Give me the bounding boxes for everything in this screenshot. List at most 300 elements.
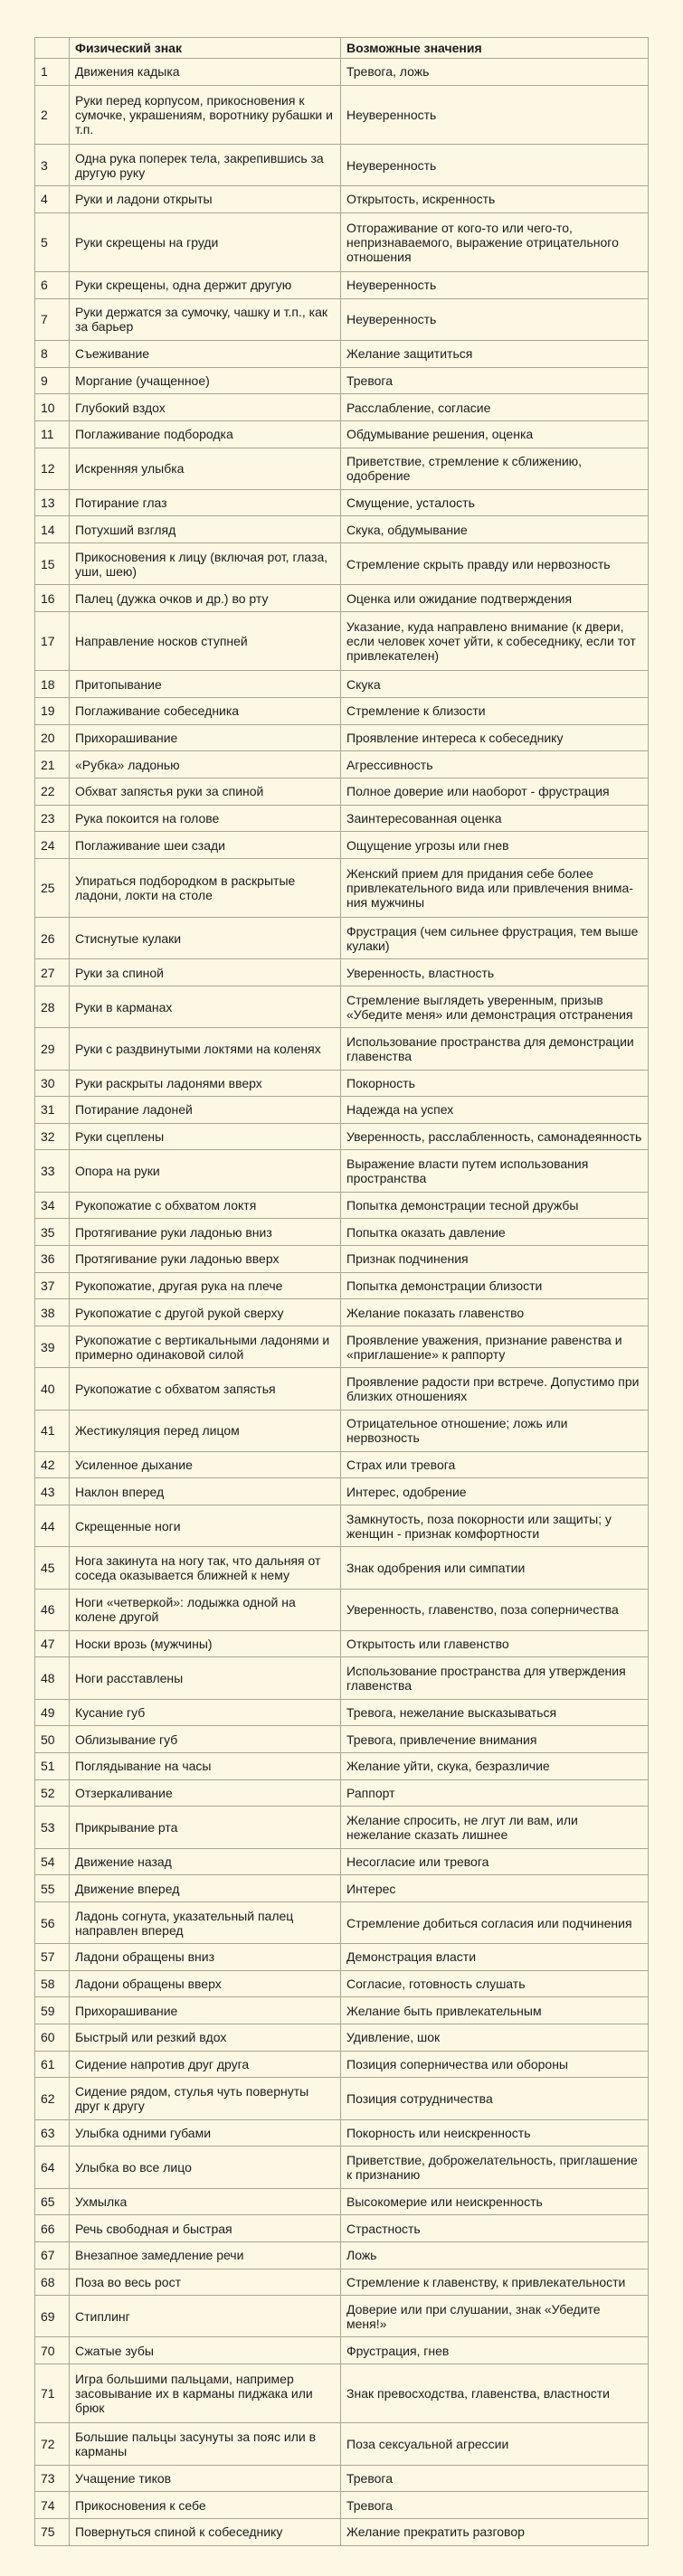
possible-meaning: Интерес [341, 1875, 649, 1902]
row-number: 42 [35, 1451, 70, 1478]
table-row [35, 1097, 649, 1124]
physical-sign: Одна рука поперек тела, закрепившись за другую руку [70, 144, 341, 185]
possible-meaning: Страх или тревога [341, 1451, 649, 1478]
possible-meaning: Тревога [341, 2465, 649, 2492]
table-row [35, 448, 649, 489]
row-number: 25 [35, 858, 70, 917]
possible-meaning: Проявление радости при встрече. Допустимо при близких отношениях [341, 1368, 649, 1410]
possible-meaning: Использование пространства для утверждения главенства [341, 1657, 649, 1699]
table-row [35, 1944, 649, 1971]
table-row [35, 420, 649, 448]
table-row [35, 543, 649, 585]
table-row [35, 724, 649, 751]
row-number: 27 [35, 959, 70, 986]
physical-sign: Стиплинг [70, 2296, 341, 2337]
table-row [35, 2119, 649, 2147]
physical-sign: Нога закинута на ногу так, что дальняя от соседа оказывается ближней к нему [70, 1547, 341, 1589]
physical-sign: Прихорашивание [70, 724, 341, 751]
physical-sign: Глубокий вздох [70, 394, 341, 421]
row-number: 70 [35, 2337, 70, 2364]
physical-sign: Рукопожатие с другой рукой сверху [70, 1299, 341, 1326]
physical-sign: Движение вперед [70, 1875, 341, 1902]
row-number: 65 [35, 2188, 70, 2215]
row-number: 6 [35, 272, 70, 299]
table-row [35, 2337, 649, 2364]
possible-meaning: Попытка демонстрации близости [341, 1272, 649, 1299]
possible-meaning: Желание быть привлекательным [341, 1997, 649, 2024]
table-row [35, 1726, 649, 1753]
row-number: 17 [35, 612, 70, 671]
physical-sign: Кусание губ [70, 1699, 341, 1726]
possible-meaning: Смущение, усталость [341, 489, 649, 516]
possible-meaning: Демонстрация власти [341, 1944, 649, 1971]
row-number: 46 [35, 1589, 70, 1630]
physical-sign: Протягивание руки ладонью вниз [70, 1219, 341, 1246]
table-row [35, 2078, 649, 2119]
row-number: 73 [35, 2465, 70, 2492]
row-number: 68 [35, 2269, 70, 2296]
table-row [35, 1699, 649, 1726]
row-number: 32 [35, 1123, 70, 1150]
row-number: 22 [35, 778, 70, 805]
possible-meaning: Скука, обдумывание [341, 516, 649, 543]
table-row [35, 2215, 649, 2242]
header-number [35, 38, 70, 59]
table-row [35, 1192, 649, 1219]
possible-meaning: Скука [341, 671, 649, 698]
physical-sign: Повернуться спиной к собеседнику [70, 2518, 341, 2545]
table-body [35, 59, 649, 2546]
possible-meaning: Стремление к главенству, к привлекательности [341, 2269, 649, 2296]
physical-sign: Руки скрещены на груди [70, 212, 341, 271]
possible-meaning: Отгораживание от кого-то или чего-то, непризнаваемого, выражение отрицательного отношения [341, 212, 649, 271]
row-number: 75 [35, 2518, 70, 2545]
possible-meaning: Ложь [341, 2241, 649, 2269]
physical-sign: Искренняя улыбка [70, 448, 341, 489]
possible-meaning: Уверенность, властность [341, 959, 649, 986]
physical-sign: Руки за спиной [70, 959, 341, 986]
physical-sign: Руки и ладони открыты [70, 186, 341, 213]
possible-meaning: Согласие, готовность слушать [341, 1970, 649, 1997]
table-row [35, 1875, 649, 1902]
table-row [35, 272, 649, 299]
physical-sign: Наклон вперед [70, 1478, 341, 1505]
row-number: 18 [35, 671, 70, 698]
physical-sign: Стиснутые кулаки [70, 918, 341, 959]
possible-meaning: Надежда на успех [341, 1097, 649, 1124]
row-number: 37 [35, 1272, 70, 1299]
table-row [35, 1123, 649, 1150]
physical-sign: Ладони обращены вниз [70, 1944, 341, 1971]
table-row [35, 144, 649, 185]
possible-meaning: Попытка демонстрации тесной дружбы [341, 1192, 649, 1219]
table-row [35, 612, 649, 671]
row-number: 62 [35, 2078, 70, 2119]
possible-meaning: Желание защититься [341, 340, 649, 367]
possible-meaning: Стремление к близости [341, 697, 649, 724]
table-row [35, 2492, 649, 2519]
row-number: 3 [35, 144, 70, 185]
table-row [35, 1657, 649, 1699]
row-number: 36 [35, 1246, 70, 1273]
row-number: 5 [35, 212, 70, 271]
row-number: 52 [35, 1779, 70, 1807]
possible-meaning: Проявление интереса к собеседнику [341, 724, 649, 751]
row-number: 39 [35, 1326, 70, 1368]
possible-meaning: Приветствие, стремление к сближению, одобрение [341, 448, 649, 489]
possible-meaning: Стремление добиться согласия или подчинения [341, 1901, 649, 1943]
table-row [35, 959, 649, 986]
row-number: 43 [35, 1478, 70, 1505]
table-row [35, 858, 649, 917]
row-number: 56 [35, 1901, 70, 1943]
possible-meaning: Интерес, одобрение [341, 1478, 649, 1505]
row-number: 20 [35, 724, 70, 751]
physical-sign: Поглядывание на часы [70, 1753, 341, 1780]
possible-meaning: Неуверенность [341, 85, 649, 144]
possible-meaning: Поза сексуальной агрессии [341, 2423, 649, 2465]
table-row [35, 1028, 649, 1070]
row-number: 54 [35, 1848, 70, 1875]
physical-sign: Игра большими пальцами, например засовывание их в карманы пиджака или брюк [70, 2364, 341, 2423]
physical-sign: Потирание глаз [70, 489, 341, 516]
physical-sign: Руки раскрыты ладонями вверх [70, 1070, 341, 1097]
possible-meaning: Тревога [341, 2492, 649, 2519]
possible-meaning: Заинтересованная оценка [341, 805, 649, 832]
physical-sign: Быстрый или резкий вдох [70, 2024, 341, 2052]
possible-meaning: Женский прием для придания себе более привлекательного вида или привлечения внима-ния мужчины [341, 858, 649, 917]
row-number: 16 [35, 585, 70, 612]
row-number: 10 [35, 394, 70, 421]
row-number: 63 [35, 2119, 70, 2147]
row-number: 23 [35, 805, 70, 832]
table-row [35, 85, 649, 144]
row-number: 51 [35, 1753, 70, 1780]
possible-meaning: Замкнутость, поза покорности или защиты; у женщин - признак комфортности [341, 1505, 649, 1547]
row-number: 53 [35, 1807, 70, 1848]
possible-meaning: Стремление скрыть правду или нервозность [341, 543, 649, 585]
row-number: 24 [35, 832, 70, 859]
possible-meaning: Указание, куда направлено внимание (к двери, если человек хочет уйти, к собеседнику, если тот привлекателен) [341, 612, 649, 671]
table-row [35, 2269, 649, 2296]
physical-sign: Рукопожатие, другая рука на плече [70, 1272, 341, 1299]
table-row [35, 1246, 649, 1273]
row-number: 4 [35, 186, 70, 213]
table-row [35, 1753, 649, 1780]
table-row [35, 59, 649, 86]
physical-sign: Прикосновения к себе [70, 2492, 341, 2519]
table-row [35, 2051, 649, 2078]
possible-meaning: Фрустрация (чем сильнее фрустрация, тем выше кулаки) [341, 918, 649, 959]
row-number: 71 [35, 2364, 70, 2423]
physical-sign: Усиленное дыхание [70, 1451, 341, 1478]
row-number: 38 [35, 1299, 70, 1326]
table-row [35, 1547, 649, 1589]
body-language-table [34, 37, 649, 2546]
physical-sign: Обхват запястья руки за спиной [70, 778, 341, 805]
table-row [35, 986, 649, 1028]
table-row [35, 1589, 649, 1630]
row-number: 14 [35, 516, 70, 543]
row-number: 44 [35, 1505, 70, 1547]
possible-meaning: Раппорт [341, 1779, 649, 1807]
table-row [35, 367, 649, 394]
table-row [35, 186, 649, 213]
table-row [35, 1478, 649, 1505]
physical-sign: Скрещенные ноги [70, 1505, 341, 1547]
physical-sign: Руки сцеплены [70, 1123, 341, 1150]
physical-sign: Рука покоится на голове [70, 805, 341, 832]
physical-sign: Рукопожатие с вертикальными ладонями и примерно одинаковой силой [70, 1326, 341, 1368]
table-row [35, 1326, 649, 1368]
possible-meaning: Покорность [341, 1070, 649, 1097]
possible-meaning: Использование пространства для демонстрации главенства [341, 1028, 649, 1070]
possible-meaning: Позиция соперничества или обороны [341, 2051, 649, 2078]
possible-meaning: Желание прекратить разговор [341, 2518, 649, 2545]
table-row [35, 2364, 649, 2423]
physical-sign: Поглаживание собеседника [70, 697, 341, 724]
possible-meaning: Желание показать главенство [341, 1299, 649, 1326]
table-row [35, 1150, 649, 1192]
row-number: 72 [35, 2423, 70, 2465]
table-row [35, 805, 649, 832]
table-row [35, 298, 649, 340]
row-number: 66 [35, 2215, 70, 2242]
physical-sign: Опора на руки [70, 1150, 341, 1192]
possible-meaning: Стремление выглядеть уверенным, призыв «Убедите меня» или демонстрация отстранения [341, 986, 649, 1028]
row-number: 30 [35, 1070, 70, 1097]
row-number: 2 [35, 85, 70, 144]
possible-meaning: Полное доверие или наоборот - фрустрация [341, 778, 649, 805]
possible-meaning: Открытость, искренность [341, 186, 649, 213]
possible-meaning: Приветствие, доброжелательность, приглашение к признанию [341, 2147, 649, 2188]
table-row [35, 778, 649, 805]
table-row [35, 918, 649, 959]
row-number: 58 [35, 1970, 70, 1997]
row-number: 28 [35, 986, 70, 1028]
physical-sign: «Рубка» ладонью [70, 751, 341, 778]
physical-sign: Отзеркаливание [70, 1779, 341, 1807]
physical-sign: Протягивание руки ладонью вверх [70, 1246, 341, 1273]
table-row [35, 585, 649, 612]
header-possible-meanings: Возможные значения [341, 38, 649, 59]
possible-meaning: Фрустрация, гнев [341, 2337, 649, 2364]
table-row [35, 697, 649, 724]
possible-meaning: Тревога [341, 367, 649, 394]
row-number: 47 [35, 1630, 70, 1657]
row-number: 45 [35, 1547, 70, 1589]
row-number: 60 [35, 2024, 70, 2052]
possible-meaning: Тревога, привлечение внимания [341, 1726, 649, 1753]
row-number: 7 [35, 298, 70, 340]
physical-sign: Рукопожатие с обхватом запястья [70, 1368, 341, 1410]
table-row [35, 1451, 649, 1478]
row-number: 1 [35, 59, 70, 86]
row-number: 8 [35, 340, 70, 367]
physical-sign: Ладони обращены вверх [70, 1970, 341, 1997]
table-row [35, 2241, 649, 2269]
physical-sign: Сидение рядом, стулья чуть повернуты друг к другу [70, 2078, 341, 2119]
row-number: 41 [35, 1410, 70, 1451]
possible-meaning: Отрицательное отношение; ложь или нервозность [341, 1410, 649, 1451]
possible-meaning: Выражение власти путем использования пространства [341, 1150, 649, 1192]
possible-meaning: Несогласие или тревога [341, 1848, 649, 1875]
row-number: 11 [35, 420, 70, 448]
row-number: 29 [35, 1028, 70, 1070]
row-number: 50 [35, 1726, 70, 1753]
physical-sign: Ноги «четверкой»: лодыжка одной на колене другой [70, 1589, 341, 1630]
physical-sign: Направление носков ступней [70, 612, 341, 671]
row-number: 49 [35, 1699, 70, 1726]
table-row [35, 1219, 649, 1246]
physical-sign: Упираться подбородком в раскрытые ладони, локти на столе [70, 858, 341, 917]
row-number: 12 [35, 448, 70, 489]
header-physical-sign: Физический знак [70, 38, 341, 59]
table-row [35, 751, 649, 778]
table-row [35, 2465, 649, 2492]
physical-sign: Прикрывание рта [70, 1807, 341, 1848]
physical-sign: Улыбка одними губами [70, 2119, 341, 2147]
physical-sign: Внезапное замедление речи [70, 2241, 341, 2269]
possible-meaning: Агрессивность [341, 751, 649, 778]
table-row [35, 1505, 649, 1547]
row-number: 26 [35, 918, 70, 959]
physical-sign: Палец (дужка очков и др.) во рту [70, 585, 341, 612]
possible-meaning: Позиция сотрудничества [341, 2078, 649, 2119]
possible-meaning: Знак одобрения или симпатии [341, 1547, 649, 1589]
table-row [35, 516, 649, 543]
possible-meaning: Ощущение угрозы или гнев [341, 832, 649, 859]
row-number: 35 [35, 1219, 70, 1246]
table-row [35, 1410, 649, 1451]
possible-meaning: Уверенность, расслабленность, самонадеянность [341, 1123, 649, 1150]
table-row [35, 2188, 649, 2215]
table-row [35, 1272, 649, 1299]
table-row [35, 1997, 649, 2024]
physical-sign: Рукопожатие с обхватом локтя [70, 1192, 341, 1219]
possible-meaning: Попытка оказать давление [341, 1219, 649, 1246]
table-row [35, 1970, 649, 1997]
possible-meaning: Желание уйти, скука, безразличие [341, 1753, 649, 1780]
row-number: 15 [35, 543, 70, 585]
possible-meaning: Доверие или при слушании, знак «Убедите меня!» [341, 2296, 649, 2337]
table-row [35, 1901, 649, 1943]
possible-meaning: Оценка или ожидание подтверждения [341, 585, 649, 612]
physical-sign: Руки держатся за сумочку, чашку и т.п., как за барьер [70, 298, 341, 340]
table-row [35, 2296, 649, 2337]
possible-meaning: Тревога, ложь [341, 59, 649, 86]
physical-sign: Руки в карманах [70, 986, 341, 1028]
possible-meaning: Уверенность, главенство, поза соперничества [341, 1589, 649, 1630]
row-number: 19 [35, 697, 70, 724]
table-row [35, 1807, 649, 1848]
possible-meaning: Тревога, нежелание высказываться [341, 1699, 649, 1726]
possible-meaning: Высокомерие или неискренность [341, 2188, 649, 2215]
row-number: 40 [35, 1368, 70, 1410]
row-number: 34 [35, 1192, 70, 1219]
table-row [35, 1848, 649, 1875]
possible-meaning: Признак подчинения [341, 1246, 649, 1273]
table-row [35, 2147, 649, 2188]
physical-sign: Сжатые зубы [70, 2337, 341, 2364]
physical-sign: Притопывание [70, 671, 341, 698]
physical-sign: Улыбка во все лицо [70, 2147, 341, 2188]
table-row [35, 489, 649, 516]
row-number: 67 [35, 2241, 70, 2269]
physical-sign: Руки скрещены, одна держит другую [70, 272, 341, 299]
possible-meaning: Проявление уважения, признание равенства и «приглашение» к раппорту [341, 1326, 649, 1368]
row-number: 21 [35, 751, 70, 778]
physical-sign: Моргание (учащенное) [70, 367, 341, 394]
table-container [34, 37, 648, 2546]
row-number: 69 [35, 2296, 70, 2337]
physical-sign: Руки с раздвинутыми локтями на коленях [70, 1028, 341, 1070]
row-number: 33 [35, 1150, 70, 1192]
physical-sign: Речь свободная и быстрая [70, 2215, 341, 2242]
table-row [35, 394, 649, 421]
table-row [35, 340, 649, 367]
physical-sign: Прихорашивание [70, 1997, 341, 2024]
physical-sign: Потирание ладоней [70, 1097, 341, 1124]
physical-sign: Движение назад [70, 1848, 341, 1875]
possible-meaning: Расслабление, согласие [341, 394, 649, 421]
table-row [35, 1779, 649, 1807]
row-number: 57 [35, 1944, 70, 1971]
possible-meaning: Неуверенность [341, 272, 649, 299]
table-header-row [35, 38, 649, 59]
possible-meaning: Удивление, шок [341, 2024, 649, 2052]
row-number: 64 [35, 2147, 70, 2188]
possible-meaning: Знак превосходства, главенства, властности [341, 2364, 649, 2423]
table-row [35, 671, 649, 698]
table-row [35, 832, 649, 859]
row-number: 13 [35, 489, 70, 516]
physical-sign: Учащение тиков [70, 2465, 341, 2492]
physical-sign: Съеживание [70, 340, 341, 367]
row-number: 59 [35, 1997, 70, 2024]
table-row [35, 1630, 649, 1657]
possible-meaning: Открытость или главенство [341, 1630, 649, 1657]
table-row [35, 2024, 649, 2052]
possible-meaning: Страстность [341, 2215, 649, 2242]
physical-sign: Жестикуляция перед лицом [70, 1410, 341, 1451]
physical-sign: Руки перед корпусом, прикосновения к сумочке, украшениям, воротнику рубашки и т.п. [70, 85, 341, 144]
physical-sign: Поглаживание шеи сзади [70, 832, 341, 859]
table-row [35, 212, 649, 271]
physical-sign: Поглаживание подбородка [70, 420, 341, 448]
possible-meaning: Неуверенность [341, 144, 649, 185]
row-number: 61 [35, 2051, 70, 2078]
table-row [35, 2518, 649, 2545]
possible-meaning: Желание спросить, не лгут ли вам, или нежелание сказать лишнее [341, 1807, 649, 1848]
physical-sign: Большие пальцы засунуты за пояс или в карманы [70, 2423, 341, 2465]
row-number: 55 [35, 1875, 70, 1902]
physical-sign: Прикосновения к лицу (включая рот, глаза, уши, шею) [70, 543, 341, 585]
physical-sign: Ладонь согнута, указательный палец направлен вперед [70, 1901, 341, 1943]
physical-sign: Ноги расставлены [70, 1657, 341, 1699]
possible-meaning: Покорность или неискренность [341, 2119, 649, 2147]
physical-sign: Потухший взгляд [70, 516, 341, 543]
physical-sign: Облизывание губ [70, 1726, 341, 1753]
physical-sign: Поза во весь рост [70, 2269, 341, 2296]
physical-sign: Ухмылка [70, 2188, 341, 2215]
physical-sign: Движения кадыка [70, 59, 341, 86]
possible-meaning: Неуверенность [341, 298, 649, 340]
row-number: 74 [35, 2492, 70, 2519]
table-row [35, 1368, 649, 1410]
physical-sign: Сидение напротив друг друга [70, 2051, 341, 2078]
possible-meaning: Обдумывание решения, оценка [341, 420, 649, 448]
